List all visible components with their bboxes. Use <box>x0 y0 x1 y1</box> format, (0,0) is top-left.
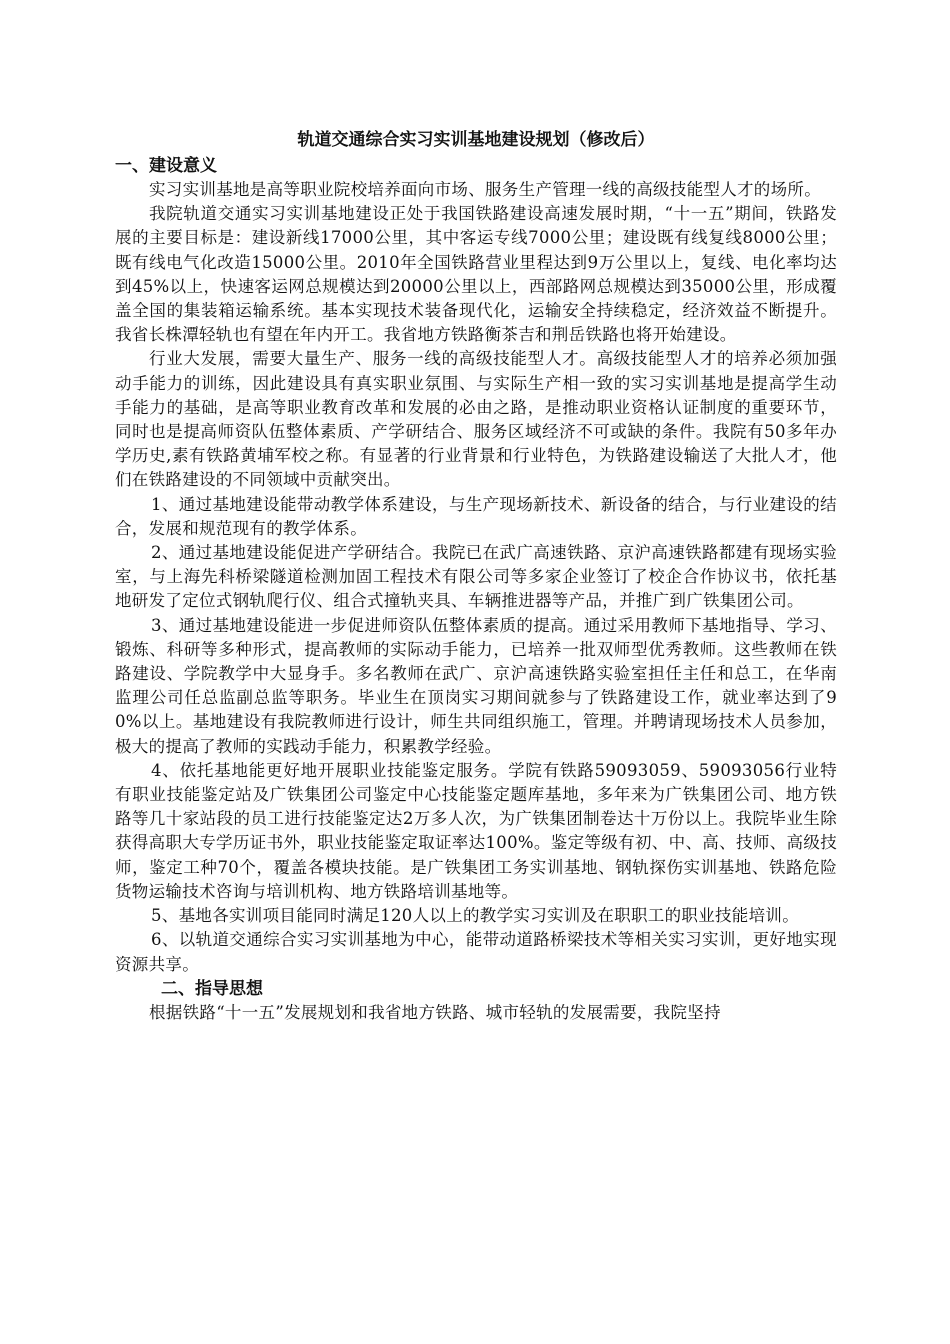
numbered-item-1: 1、通过基地建设能带动教学体系建设，与生产现场新技术、新设备的结合，与行业建设的结合，发展和规范现有的教学体系。 <box>115 494 837 538</box>
paragraph: 我院轨道交通实习实训基地建设正处于我国铁路建设高速发展时期，“十一五”期间，铁路发展的主要目标是：建设新线17000公里，其中客运专线7000公里；建设既有线复线8000公里；既有线电气化改造15000公里。2010年全国铁路营业里程达到9万公里以上，复线、电化率均达到45%以上，快速客运网总规模达到20000公里以上，西部路网总规模达到35000公里，形成覆盖全国的集装箱运输系统。基本实现技术装备现代化，运输安全持续稳定，经济效益不断提升。我省长株潭轻轨也有望在年内开工。我省地方铁路衡茶吉和荆岳铁路也将开始建设。 <box>115 204 837 345</box>
document-body <box>115 128 837 1025</box>
numbered-item-6: 6、以轨道交通综合实习实训基地为中心，能带动道路桥梁技术等相关实习实训，更好地实现资源共享。 <box>115 930 837 974</box>
document-title: 轨道交通综合实习实训基地建设规划（修改后） <box>297 130 655 150</box>
paragraph: 根据铁路“十一五”发展规划和我省地方铁路、城市轻轨的发展需要，我院坚持 <box>149 1002 721 1022</box>
numbered-item-2: 2、通过基地建设能促进产学研结合。我院已在武广高速铁路、京沪高速铁路都建有现场实验室，与上海先科桥梁隧道检测加固工程技术有限公司等多家企业签订了校企合作协议书，依托基地研发了定位式钢轨爬行仪、组合式撞轨夹具、车辆推进器等产品，并推广到广铁集团公司。 <box>115 543 837 611</box>
numbered-item-3: 3、通过基地建设能进一步促进师资队伍整体素质的提高。通过采用教师下基地指导、学习、锻炼、科研等多种形式，提高教师的实际动手能力，已培养一批双师型优秀教师。这些教师在铁路建设、学院教学中大显身手。多名教师在武广、京沪高速铁路实验室担任主任和总工，在华南监理公司任总监副总监等职务。毕业生在顶岗实习期间就参与了铁路建设工作，就业率达到了90%以上。基地建设有我院教师进行设计，师生共同组织施工，管理。并聘请现场技术人员参加，极大的提高了教师的实践动手能力，积累教学经验。 <box>115 615 837 756</box>
numbered-item-5: 5、基地各实训项目能同时满足120人以上的教学实习实训及在职职工的职业技能培训。 <box>151 906 799 926</box>
section-heading-guiding-ideology: 二、指导思想 <box>161 978 263 999</box>
paragraph: 实习实训基地是高等职业院校培养面向市场、服务生产管理一线的高级技能型人才的场所。 <box>149 180 821 199</box>
section-heading-significance: 一、建设意义 <box>115 156 217 176</box>
paragraph: 行业大发展，需要大量生产、服务一线的高级技能型人才。高级技能型人才的培养必须加强动手能力的训练，因此建设具有真实职业氛围、与实际生产相一致的实习实训基地是提高学生动手能力的基础，是高等职业教育改革和发展的必由之路，是推动职业资格认证制度的重要环节，同时也是提高师资队伍整体素质、产学研结合、服务区域经济不可或缺的条件。我院有50多年办学历史,素有铁路黄埔军校之称。有显著的行业背景和行业特色，为铁路建设输送了大批人才，他们在铁路建设的不同领域中贡献突出。 <box>115 349 837 490</box>
numbered-item-4: 4、依托基地能更好地开展职业技能鉴定服务。学院有铁路59093059、59093056行业特有职业技能鉴定站及广铁集团公司鉴定中心技能鉴定题库基地，多年来为广铁集团公司、地方铁路等几十家站段的员工进行技能鉴定达2万多人次，为广铁集团制卷达十万份以上。我院毕业生除获得高职大专学历证书外，职业技能鉴定取证率达100%。鉴定等级有初、中、高、技师、高级技师，鉴定工种70个，覆盖各模块技能。是广铁集团工务实训基地、钢轨探伤实训基地、铁路危险货物运输技术咨询与培训机构、地方铁路培训基地等。 <box>115 760 837 901</box>
